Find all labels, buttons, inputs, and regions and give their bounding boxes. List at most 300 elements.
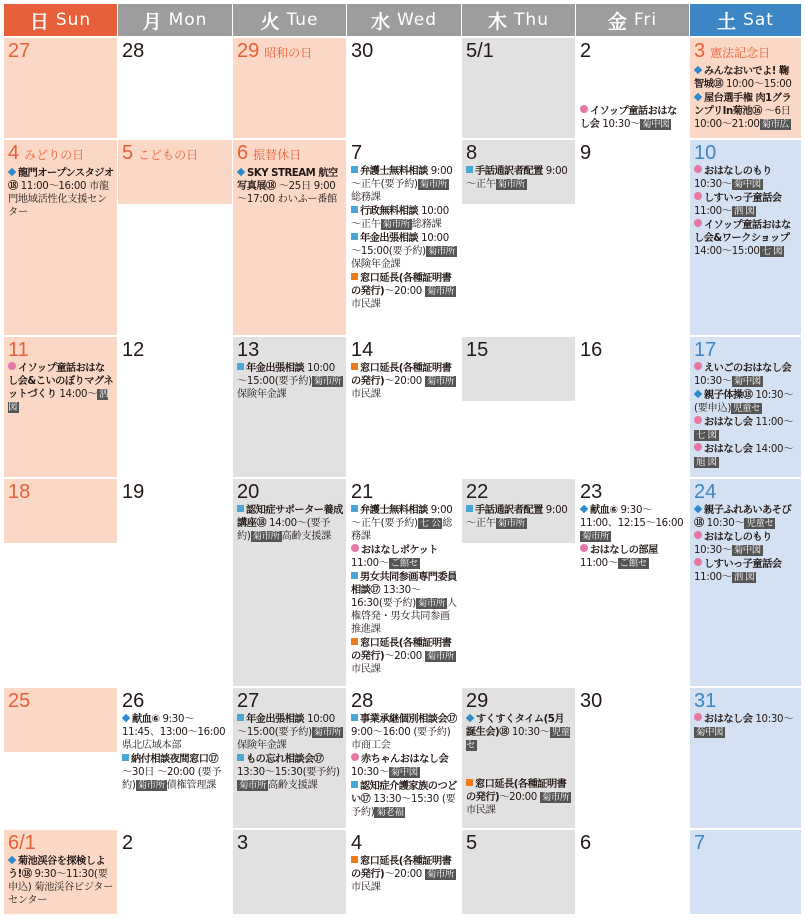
venue-tag: 菊市所 [313,376,341,387]
calendar-event [351,232,458,271]
calendar-event [351,504,458,543]
venue-tag: 旭 図 [696,457,717,468]
date-number [694,690,798,712]
calendar-event [8,855,114,907]
calendar-event [694,92,798,131]
date-label: 4 [8,142,20,164]
day-cell [233,337,346,477]
venue-tag: 菊市所 [252,531,280,542]
event-title: 窓口延長(各種証明書の発行) [351,273,452,297]
date-number [466,40,572,62]
square-marker-icon [351,166,358,173]
event-detail: ～20:00 [384,869,425,880]
date-label: 3 [237,832,249,854]
day-cell [4,140,117,335]
calendar-event [351,855,458,894]
venue-tag: 菊市所 [541,792,569,803]
event-detail: 10:30～ [599,119,641,130]
venue-tag: 菊市所 [497,179,525,190]
circle-marker-icon [694,558,702,566]
date-number [580,481,686,503]
calendar-event [351,571,458,636]
date-label: 30 [351,40,374,62]
date-label: 7 [351,142,363,164]
day-cell [233,830,346,914]
date-label: 28 [122,40,145,62]
circle-marker-icon [694,219,702,227]
square-marker-icon [237,754,244,761]
event-detail: 保険年金課 [351,259,401,270]
event-detail: 14:00～ [56,389,98,400]
day-cell [233,688,346,828]
day-cell [462,38,575,138]
calendar-event [351,637,458,676]
day-header-english: Tue [286,10,319,30]
calendar-event [8,167,114,219]
day-cell [118,38,232,138]
date-number [466,142,572,164]
event-detail: ～25日 9:00～17:00 わいふー番館 [237,181,338,205]
day-cell [4,479,117,543]
diamond-marker-icon [8,856,16,864]
day-header-mon [118,4,232,36]
day-cell [576,337,689,477]
venue-tag: ご館セ [619,558,647,569]
square-marker-icon [237,505,244,512]
calendar-event [351,544,458,570]
day-cell [462,337,575,401]
day-cell [690,830,801,914]
event-title: し会 [580,119,600,130]
date-label: 7 [694,832,706,854]
square-marker-icon [351,572,358,579]
date-number [580,832,686,854]
day-header-kanji: 土 [717,10,738,33]
day-cell [118,830,232,914]
event-title: すくすくタイム(5月誕生会)⑱ [466,714,565,738]
day-cell [462,830,575,914]
event-detail: 10:00～15:00(要予約) [351,233,449,257]
event-detail: 9:30～11:00、12:15～16:00 [580,505,684,529]
date-label: 5/1 [466,40,494,62]
day-cell [347,830,461,914]
date-label: 31 [694,690,717,712]
day-header-kanji: 木 [488,10,509,33]
event-detail: 10:30～ [703,518,745,529]
calendar-event [351,362,458,401]
day-cell [118,140,232,204]
circle-marker-icon [580,105,588,113]
venue-tag: 菊市広 [761,119,789,130]
calendar-event [694,443,798,469]
date-number [580,339,686,361]
day-cell [118,337,232,477]
square-marker-icon [351,273,358,280]
event-title: 認知症介護家族のつどい⑰ [351,781,457,805]
venue-tag: 菊市所 [239,780,267,791]
day-cell [233,479,346,686]
day-header-kanji: 月 [142,10,163,33]
diamond-marker-icon [8,168,16,176]
date-number [237,690,343,712]
event-title: 屋台選手権 肉1グランプリIn菊池⑯ [694,93,792,117]
event-title: 納付相談夜間窓口⑰ [131,754,219,765]
date-label: 14 [351,339,374,361]
date-label: 28 [351,690,374,712]
event-detail: 14:00～(要予約) [237,518,331,542]
day-cell [347,337,461,477]
day-cell [576,140,689,335]
day-cell [233,140,346,335]
date-number [694,40,798,64]
date-number [122,690,229,712]
event-title: 献血⑥ [590,505,618,516]
event-detail: 13:30～16:30(要予約) [351,585,421,609]
event-detail: 9:00～正午(要予約) [351,166,453,190]
square-marker-icon [351,363,358,370]
event-title: 親子ふれあいあそび⑱ [694,505,792,529]
day-cell [576,38,689,138]
calendar-event [694,504,798,530]
venue-tag: 七 公 [419,518,441,529]
event-detail: 11:00～ [580,558,618,569]
event-title: おはなしのもり [704,532,772,543]
event-detail: 債権管理課 [166,780,217,791]
diamond-marker-icon [122,714,130,722]
diamond-marker-icon [694,505,702,513]
diamond-marker-icon [694,93,702,101]
venue-tag: 菊中図 [733,376,761,387]
circle-marker-icon [8,362,16,370]
event-title: しすいっ子童話会 [704,559,782,570]
date-number [237,481,343,503]
calendar-event [466,778,572,817]
event-detail: 市民課 [351,299,381,310]
date-label: 4 [351,832,363,854]
day-cell [347,140,461,335]
day-cell [4,830,117,914]
event-title: おはなしポケット [361,545,438,556]
day-cell [462,140,575,204]
date-label: 9 [580,142,592,164]
event-detail: 9:30～11:30(要申込) 菊池渓谷ビジターセンター [8,869,114,906]
event-detail: 市民課 [466,805,496,816]
day-header-english: Thu [514,10,549,30]
date-label: 27 [8,40,31,62]
event-detail: 11:00～16:00 市龍門地域活性化支援センター [8,181,109,218]
date-label: 6 [580,832,592,854]
holiday-name: みどりの日 [24,148,85,162]
event-detail: 10:00～15:00(要予約) [237,363,335,387]
date-number [237,339,343,361]
event-title: 親子体操⑱ [704,390,753,401]
venue-tag: 菊市所 [426,651,454,662]
circle-marker-icon [694,443,702,451]
calendar-event [694,389,798,415]
day-header-kanji: 日 [29,10,50,33]
date-number [122,832,229,854]
diamond-marker-icon [694,390,702,398]
day-header-sun [4,4,117,36]
event-title: 年金出張相談 [360,233,419,244]
event-detail: 10:30～ [694,376,732,387]
event-title: おはなし会 [704,444,753,455]
date-number [466,690,572,712]
event-detail: 11:00～ [351,558,389,569]
date-number [351,142,458,164]
circle-marker-icon [694,416,702,424]
date-number [351,40,458,62]
date-number [351,339,458,361]
event-title: おはなしの部屋 [590,545,658,556]
date-number [237,142,343,166]
event-title: おはなし会 [704,417,753,428]
date-number [580,142,686,164]
date-label: 22 [466,481,489,503]
day-header-kanji: 水 [370,10,391,33]
date-label: 13 [237,339,260,361]
event-title: 弁護士無料相談 [360,505,428,516]
date-number [351,690,458,712]
date-label: 20 [237,481,260,503]
date-label: 17 [694,339,717,361]
event-detail: 市民課 [351,664,381,675]
date-number [8,690,114,712]
calendar-event [237,713,343,752]
date-label: 2 [122,832,134,854]
venue-tag: 菊中図 [390,767,418,778]
date-label: 11 [8,339,29,361]
calendar-event [351,205,458,231]
event-detail: 9:00～16:00 (要予約)市商工会 [351,727,451,751]
event-detail: 高齢支援課 [268,780,318,791]
day-cell [690,38,801,138]
day-cell [347,38,461,138]
square-marker-icon [237,714,244,721]
event-detail: 14:00～ [752,444,794,455]
date-label: 5 [466,832,478,854]
venue-tag: 菊市所 [137,780,165,791]
calendar-event [694,531,798,557]
venue-tag: 菊市所 [419,179,447,190]
square-marker-icon [351,206,358,213]
square-marker-icon [237,363,244,370]
event-detail: 13:30～15:30 (要予約) [351,794,456,818]
venue-tag: 菊市所 [426,376,454,387]
venue-tag: 泗 図 [733,572,755,583]
circle-marker-icon [694,192,702,200]
event-detail: 9:30～11:45、13:00～16:00 県北広域本部 [122,714,226,751]
day-header-english: Sat [743,10,774,30]
venue-tag: 菊市所 [426,869,454,880]
date-number [694,832,798,854]
event-detail: 総務課 [351,518,453,542]
calendar-event [580,544,686,570]
day-header-kanji: 金 [607,10,628,33]
date-label: 21 [351,481,374,503]
holiday-name: 振替休日 [253,148,302,162]
event-detail: 保険年金課 [237,389,287,400]
date-number [351,832,458,854]
event-detail: 高齢支援課 [281,531,332,542]
day-header-fri [576,4,689,36]
date-label: 2 [580,40,592,62]
event-title: イソップ童話おはな [590,106,677,117]
calendar-event [122,753,229,792]
calendar-event [580,504,686,543]
circle-marker-icon [694,713,702,721]
event-title: 菊池渓谷を探検しよう!⑱ [8,856,106,880]
event-title: 認知症サポーター養成講座⑱ [237,505,343,529]
date-label: 24 [694,481,717,503]
calendar-event [694,416,798,442]
event-detail: 10:30～(要申込) [694,390,794,414]
calendar-event [694,65,798,91]
date-number [8,832,114,854]
event-detail: 9:00～正午 [466,505,568,529]
day-header-thu [462,4,575,36]
holiday-name: こどもの日 [138,148,199,162]
date-label: 29 [466,690,489,712]
calendar-event [466,504,572,530]
event-detail: 11:00～ [752,417,794,428]
venue-tag: 菊中図 [733,545,761,556]
event-detail: ～20:00 [384,651,425,662]
venue-tag: 児童セ [733,403,761,414]
calendar-event [237,753,343,792]
square-marker-icon [466,166,473,173]
event-detail: 9:00～正午(要予約) [351,505,453,529]
date-label: 3 [694,40,706,62]
circle-marker-icon [580,544,588,552]
calendar-event [694,713,798,739]
event-title: 事業承継個別相談会⑰ [360,714,457,725]
event-title: 窓口延長(各種証明書の発行) [351,638,452,662]
calendar-event [694,362,798,388]
venue-tag: 菊市所 [497,518,525,529]
event-detail: ～30日 ～20:00 (要予約) [122,767,222,791]
date-label: 30 [580,690,603,712]
circle-marker-icon [694,165,702,173]
date-number [466,481,572,503]
date-label: 8 [466,142,478,164]
event-title: 窓口延長(各種証明書の発行) [466,779,567,803]
day-header-english: Wed [396,10,438,30]
date-label: 10 [694,142,717,164]
event-detail: 9:00～正午 [466,166,568,190]
venue-tag: 七 図 [761,246,783,257]
diamond-marker-icon [580,505,588,513]
circle-marker-icon [694,362,702,370]
event-detail: 市民課 [351,882,381,893]
event-detail: 13:30～15:30(要予約) [237,767,340,778]
calendar-event [237,167,343,206]
event-detail: 総務課 [351,192,381,203]
date-number [580,40,686,62]
event-detail: 人権啓発・男女共同参画推進課 [351,598,457,635]
day-header-tue [233,4,346,36]
event-detail: 10:00～15:00(要予約) [237,714,335,738]
event-title: SKY STREAM 航空写真展⑱ [237,168,338,192]
day-cell [576,830,689,914]
square-marker-icon [466,505,473,512]
venue-tag: 菊中図 [642,119,670,130]
calendar-event [694,192,798,218]
circle-marker-icon [694,531,702,539]
square-marker-icon [351,233,358,240]
event-title: みんなおいでよ! 鞠智城⑱ [694,66,789,90]
date-label: 15 [466,339,489,361]
day-header-kanji: 火 [260,10,281,33]
day-cell [4,337,117,477]
venue-tag: 七 図 [696,430,717,441]
event-detail: ～20:00 [384,286,425,297]
venue-tag: 菊中図 [733,179,761,190]
day-cell [690,337,801,477]
event-title: おはなしのもり [704,166,772,177]
square-marker-icon [351,638,358,645]
square-marker-icon [351,505,358,512]
event-detail: ～6日 10:00～21:00 [694,106,791,130]
event-title: 手話通訳者配置 [475,166,543,177]
event-title: 弁護士無料相談 [360,166,428,177]
event-detail: 11:00～ [694,572,732,583]
date-number [122,40,229,62]
calendar-event [351,780,458,819]
venue-tag: 泗 図 [733,206,755,217]
calendar-event [351,713,458,752]
date-number [8,339,114,361]
date-number [694,339,798,361]
date-number [466,832,572,854]
event-title: 行政無料相談 [360,206,419,217]
calendar-event [694,219,798,258]
event-title: もの忘れ相談会⑰ [246,754,324,765]
event-title: えいごのおはなし会 [704,363,792,374]
diamond-marker-icon [694,66,702,74]
day-header-english: Sun [55,10,92,30]
venue-tag: 菊老福 [376,807,404,818]
date-number [122,481,229,503]
calendar-event [351,753,458,779]
day-header-english: Fri [633,10,658,30]
venue-tag: 児童セ [746,518,774,529]
calendar-event [466,165,572,191]
venue-tag: 児童セ [466,727,570,751]
day-cell [690,140,801,335]
date-label: 5 [122,142,134,164]
event-title: しすいっ子童話会 [704,193,782,204]
event-detail: ～20:00 [384,376,425,387]
event-detail: 11:00～ [694,206,732,217]
event-detail: 10:30～ [694,179,732,190]
day-cell [4,688,117,752]
date-label: 6 [237,142,249,164]
calendar-event [466,713,572,752]
calendar-event [122,713,229,752]
event-title: イソップ童話おはなし会&ワークショップ [694,220,791,244]
event-title: イソップ童話おはなし会&こいのぼりマグネットづくり [8,363,114,400]
day-cell [576,688,689,828]
event-detail: 10:00～15:00 [723,79,792,90]
calendar-event [351,272,458,311]
date-number [237,40,343,64]
event-detail: 市民課 [351,389,381,400]
event-title: 献血⑥ [132,714,160,725]
date-number [237,832,343,854]
venue-tag: 菊中図 [696,727,724,738]
calendar-event [694,558,798,584]
